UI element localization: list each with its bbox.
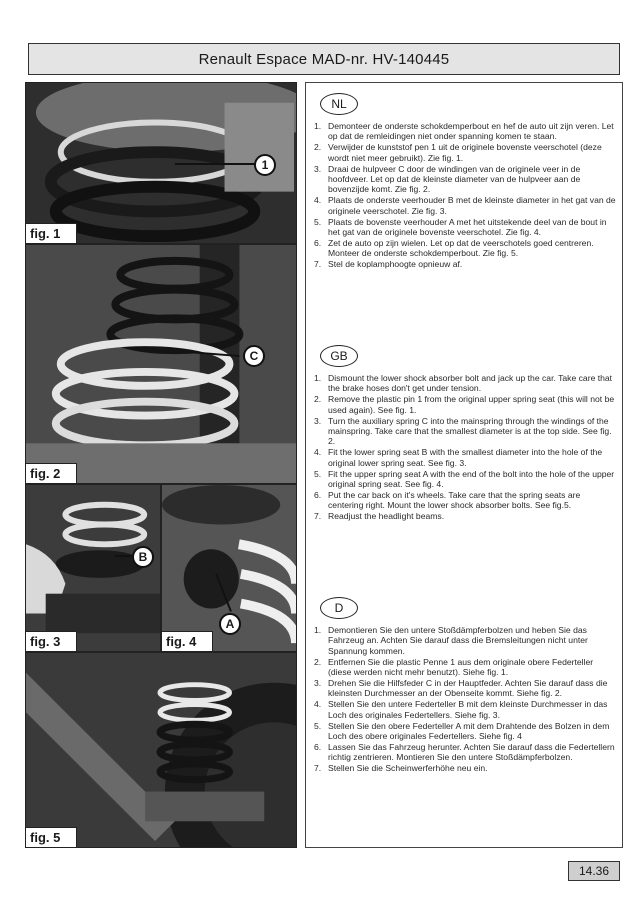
- figure-1-photo: [25, 82, 297, 244]
- figure-2-photo: [25, 244, 297, 484]
- step-item: 2. Remove the plastic pin 1 from the original upper spring seat (this will not be used again). See fig. 1.: [314, 394, 615, 415]
- step-item: 6. Zet de auto op zijn wielen. Let op dat de veerschotels goed centreren. Monteer de onderste schokdemperbout. Zie fig. 5.: [314, 237, 594, 259]
- language-badge-d: D: [320, 597, 358, 619]
- step-item: 1. Demonteer de onderste schokdemperbout en hef de auto uit zijn veren. Let op dat de remleidingen niet onder spanning komen te staan.: [314, 121, 614, 142]
- step-item: 1. Demontieren Sie den untere Stoßdämpferbolzen und heben Sie das Fahrzeug an. Achten Sie darauf dass die Bremsleitungen nicht unter Spannung kommen.: [314, 625, 588, 656]
- figure-1-label: fig. 1: [26, 223, 77, 243]
- step-item: 6. Put the car back on it's wheels. Take care that the spring seats are centering right. Mount the lower shock absorber bolts. See fig.5.: [314, 489, 581, 511]
- figure-2-label: fig. 2: [26, 463, 77, 483]
- callout-1: 1: [254, 154, 276, 176]
- figure-4-photo: [161, 484, 297, 652]
- section-gb: [306, 345, 624, 522]
- step-item: 6. Lassen Sie das Fahrzeug herunter. Achten Sie darauf dass die Federtellern richtig zentrieren. Montieren Sie den untere Stoßdämpferbolzen.: [314, 741, 615, 763]
- step-item: 5. Stellen Sie den obere Federteller A mit dem Drahtende des Bolzen in dem Loch des obere originales Federtellers. Siehe fig. 4: [314, 720, 610, 742]
- section-nl: [306, 93, 624, 270]
- step-item: 2. Verwijder de kunststof pen 1 uit de originele bovenste veerschotel (deze wordt niet meer gebruikt). Zie fig. 1.: [314, 142, 602, 163]
- figure-4-label: fig. 4: [162, 631, 213, 651]
- mounted-spring-image: [26, 653, 296, 847]
- page-number: 14.36: [568, 861, 620, 881]
- callout-a: A: [219, 613, 241, 635]
- step-item: 3. Drehen Sie die Hilfsfeder C in der Hauptfeder. Achten Sie darauf dass die kleinsten Durchmesser an der Obenseite kommt. Siehe fig. 2.: [314, 678, 608, 699]
- step-item: 4. Fit the lower spring seat B with the smallest diameter into the hole of the original lower spring seat. See fig. 3.: [314, 447, 603, 468]
- language-badge-nl: NL: [320, 93, 358, 115]
- steps-nl: [314, 121, 616, 270]
- step-item: 7. Readjust the headlight beams.: [314, 511, 445, 522]
- figure-5-photo: [25, 652, 297, 848]
- callout-b: B: [132, 546, 154, 568]
- step-item: 4. Plaats de onderste veerhouder B met de kleinste diameter in het gat van de originele veerschotel. Zie fig. 3.: [314, 195, 616, 216]
- steps-d: [314, 625, 616, 774]
- instructions-panel: [305, 82, 623, 848]
- callout-c: C: [243, 345, 265, 367]
- step-item: 7. Stellen Sie die Scheinwerferhöhe neu ein.: [314, 763, 488, 774]
- step-item: 4. Stellen Sie den untere Federteller B mit dem kleinste Durchmesser in das Loch des originales Federtellers. Siehe fig. 3.: [314, 699, 608, 720]
- figure-5-label: fig. 5: [26, 827, 77, 847]
- figure-3-photo: [25, 484, 161, 652]
- photo-column: [25, 82, 297, 848]
- lower-spring-seat-image: [26, 485, 160, 651]
- step-item: 2. Entfernen Sie die plastic Penne 1 aus dem originale obere Federteller (diese werden nicht mehr benutzt). Siehe fig. 1.: [314, 656, 594, 678]
- figure-3-label: fig. 3: [26, 631, 77, 651]
- steps-gb: [314, 373, 616, 522]
- step-item: 7. Stel de koplamphoogte opnieuw af.: [314, 259, 463, 270]
- page-title: Renault Espace MAD-nr. HV-140445: [198, 50, 450, 68]
- step-item: 5. Plaats de bovenste veerhouder A met het uitstekende deel van de bout in het gat van de originele bovenste veerschotel. Zie fig. 4.: [314, 216, 607, 238]
- step-item: 3. Turn the auxiliary spring C into the mainspring through the windings of the mainspring. Take care that the smallest diameter is at the top side. See fig. 2.: [314, 415, 612, 447]
- step-item: 3. Draai de hulpveer C door de windingen van de originele veer in de hoofdveer. Let op dat de kleinste diameter van de hulpveer aan de bovenzijde komt. Zie fig. 2.: [314, 163, 581, 195]
- step-item: 5. Fit the upper spring seat A with the end of the bolt into the hole of the upper original spring seat. See fig. 4.: [314, 468, 615, 490]
- step-item: 1. Dismount the lower shock absorber bolt and jack up the car. Take care that the brake hoses don't get under tension.: [314, 373, 613, 394]
- page-header: [28, 43, 620, 75]
- section-d: [306, 597, 624, 774]
- language-badge-gb: GB: [320, 345, 358, 367]
